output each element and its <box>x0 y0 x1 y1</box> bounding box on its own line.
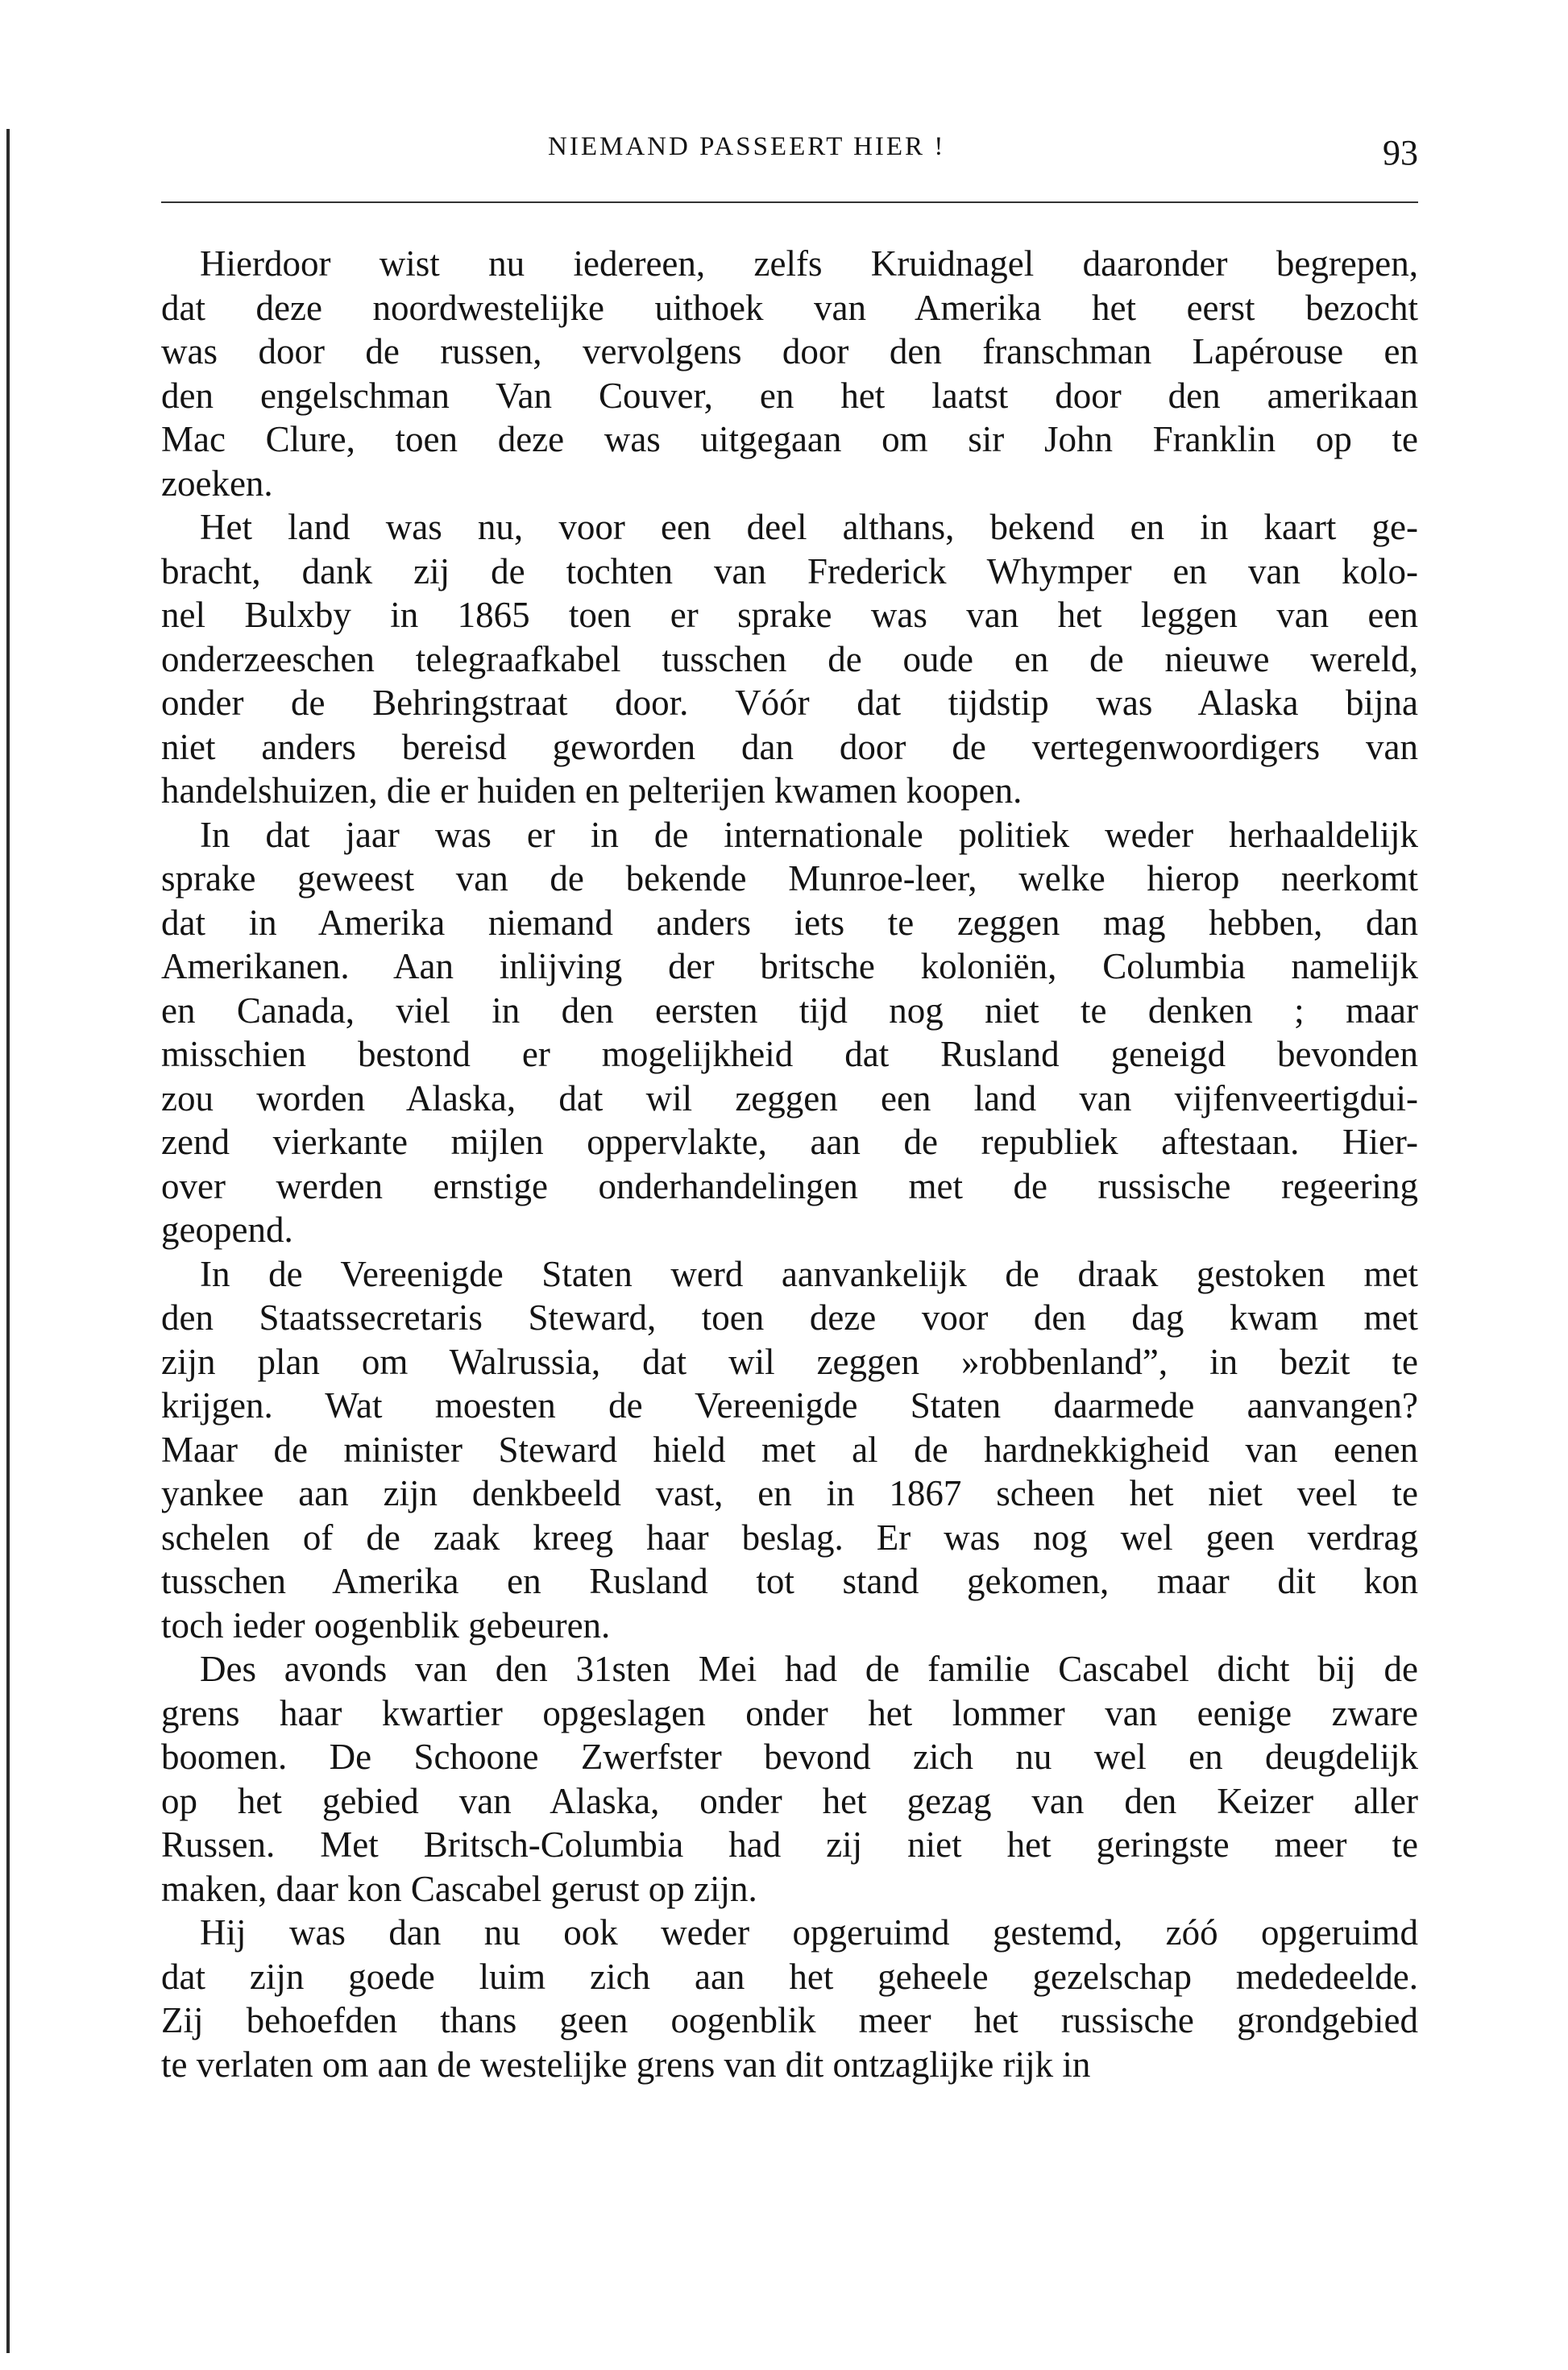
page-number: 93 <box>1383 133 1418 172</box>
text-line: misschien bestond er mogelijkheid dat Rusland geneigd bevonden <box>161 1034 1418 1074</box>
page-edge-shadow <box>6 129 10 2353</box>
paragraph <box>161 1911 1418 2086</box>
text-line: zijn plan om Walrussia, dat wil zeggen »robbenland”, in bezit te <box>161 1341 1418 1382</box>
text-line: dat deze noordwestelijke uithoek van Amerika het eerst bezocht <box>161 287 1418 328</box>
paragraph <box>161 505 1418 813</box>
text-line: op het gebied van Alaska, onder het gezag van den Keizer aller <box>161 1780 1418 1821</box>
text-line: yankee aan zijn denkbeeld vast, en in 1867 scheen het niet veel te <box>161 1473 1418 1513</box>
text-line: In dat jaar was er in de internationale politiek weder herhaaldelijk <box>200 814 1418 855</box>
text-line: was door de russen, vervolgens door den franschman Lapérouse en <box>161 331 1418 371</box>
text-line: Des avonds van den 31sten Mei had de familie Cascabel dicht bij de <box>200 1649 1418 1689</box>
text-line: Mac Clure, toen deze was uitgegaan om sir John Franklin op te <box>161 419 1418 459</box>
paragraph <box>161 1647 1418 1911</box>
text-line: Russen. Met Britsch-Columbia had zij niet het geringste meer te <box>161 1824 1418 1865</box>
text-line: sprake geweest van de bekende Munroe-leer, welke hierop neerkomt <box>161 858 1418 899</box>
text-line: den engelschman Van Couver, en het laatst door den amerikaan <box>161 375 1418 416</box>
text-line: krijgen. Wat moesten de Vereenigde Staten daarmede aanvangen? <box>161 1385 1418 1426</box>
text-line: zend vierkante mijlen oppervlakte, aan de republiek aftestaan. Hier- <box>161 1122 1418 1162</box>
text-line: Het land was nu, voor een deel althans, bekend en in kaart ge- <box>200 507 1418 547</box>
text-line: den Staatssecretaris Steward, toen deze voor den dag kwam met <box>161 1297 1418 1338</box>
body-text <box>161 242 1418 2086</box>
text-line: bracht, dank zij de tochten van Frederick Whymper en van kolo- <box>161 550 1418 591</box>
header-rule <box>161 201 1418 203</box>
text-line: tusschen Amerika en Rusland tot stand gekomen, maar dit kon <box>161 1561 1418 1601</box>
text-line: boomen. De Schoone Zwerfster bevond zich nu wel en deugdelijk <box>161 1737 1418 1777</box>
paragraph <box>161 242 1418 505</box>
text-line: te verlaten om aan de westelijke grens van dit ontzaglijke rijk in <box>161 2044 1091 2085</box>
text-line: In de Vereenigde Staten werd aanvankelijk de draak gestoken met <box>200 1253 1418 1294</box>
text-line: toch ieder oogenblik gebeuren. <box>161 1604 611 1646</box>
text-line: over werden ernstige onderhandelingen met de russische regeering <box>161 1165 1418 1206</box>
text-line: Maar de minister Steward hield met al de hardnekkigheid van eenen <box>161 1429 1418 1470</box>
text-line: nel Bulxby in 1865 toen er sprake was van het leggen van een <box>161 595 1418 635</box>
text-line: onderzeeschen telegraafkabel tusschen de oude en de nieuwe wereld, <box>161 638 1418 679</box>
text-line: Hij was dan nu ook weder opgeruimd gestemd, zóó opgeruimd <box>200 1912 1418 1953</box>
text-line: maken, daar kon Cascabel gerust op zijn. <box>161 1868 757 1909</box>
running-title: NIEMAND PASSEERT HIER ! <box>548 132 946 161</box>
text-line: grens haar kwartier opgeslagen onder het lommer van eenige zware <box>161 1692 1418 1733</box>
text-line: schelen of de zaak kreeg haar beslag. Er was nog wel geen verdrag <box>161 1517 1418 1558</box>
text-line: Zij behoefden thans geen oogenblik meer het russische grondgebied <box>161 2000 1418 2040</box>
text-line: dat in Amerika niemand anders iets te zeggen mag hebben, dan <box>161 902 1418 943</box>
text-line: zoeken. <box>161 463 273 504</box>
paragraph <box>161 813 1418 1252</box>
text-line: en Canada, viel in den eersten tijd nog niet te denken ; maar <box>161 990 1418 1031</box>
text-line: zou worden Alaska, dat wil zeggen een land van vijfenveertigdui- <box>161 1077 1418 1119</box>
text-line: dat zijn goede luim zich aan het geheele gezelschap mededeelde. <box>161 1956 1418 1997</box>
text-line: onder de Behringstraat door. Vóór dat tijdstip was Alaska bijna <box>161 683 1418 723</box>
text-line: Hierdoor wist nu iedereen, zelfs Kruidnagel daaronder begrepen, <box>200 243 1418 284</box>
text-line: handelshuizen, die er huiden en pelterijen kwamen koopen. <box>161 770 1023 811</box>
text-line: Amerikanen. Aan inlijving der britsche koloniën, Columbia namelijk <box>161 946 1418 986</box>
running-head <box>161 132 1418 181</box>
text-line: niet anders bereisd geworden dan door de vertegenwoordigers van <box>161 726 1418 767</box>
text-line: geopend. <box>161 1210 293 1250</box>
paragraph <box>161 1252 1418 1648</box>
